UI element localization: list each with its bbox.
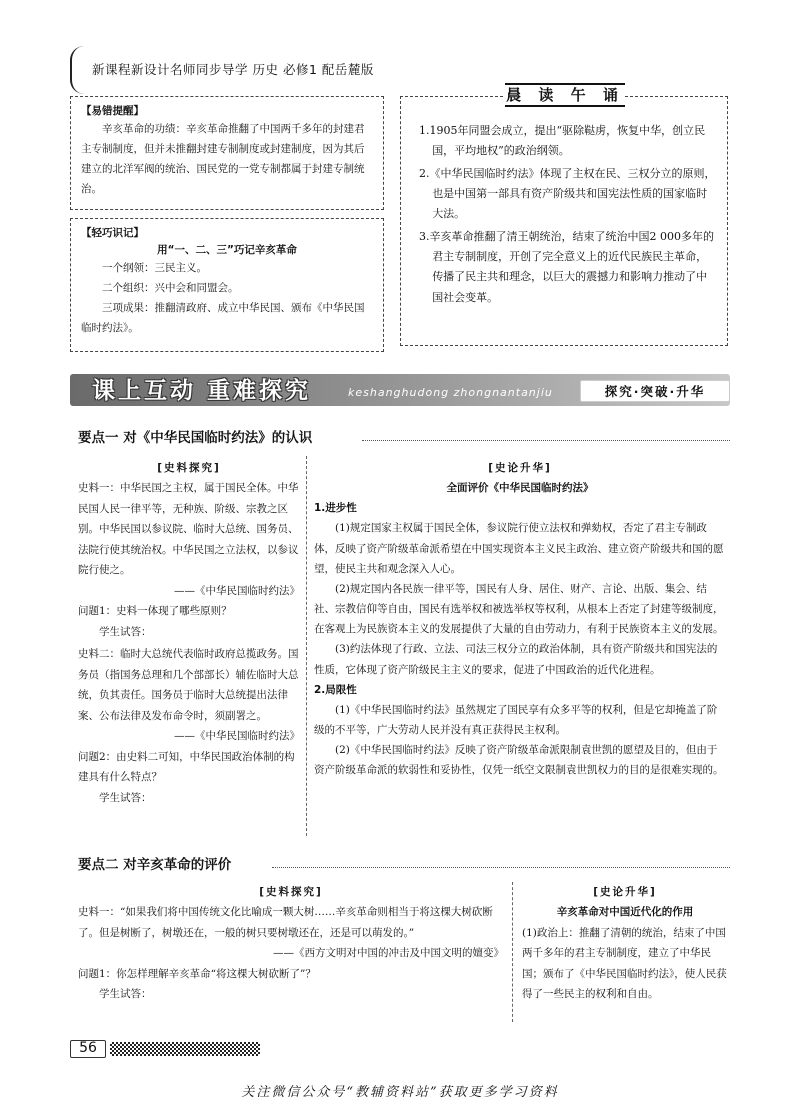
point1-limit-p1: (1)《中华民国临时约法》虽然规定了国民享有众多平等的权利，但是它却掩盖了阶级的不平等，广大劳动人民并没有真正获得民主权利。 xyxy=(314,703,718,737)
point2-right-p1: (1)政治上：推翻了清朝的统治，结束了中国两千多年的君主专制制度，建立了中华民国；颁布了《中华民国临时约法》，使人民获得了一些民主的权利和自由。 xyxy=(522,926,727,1001)
point2-left-bracket: [史料探究] xyxy=(259,886,323,898)
point1-question2: 问题2：由史料二可知，中华民国政治体制的构建具有什么特点？ xyxy=(78,750,295,784)
morning-reading-item: 1.1905年同盟会成立，提出“驱除鞑虏，恢复中华，创立民国，平均地权”的政治纲领。 xyxy=(419,124,706,158)
morning-reading-item: 3.辛亥革命推翻了清王朝统治，结束了统治中国2 000多年的君主专制制度，开创了完全意义上的近代民族民主革命，传播了民主共和理念，以巨大的震撼力和影响力推动了中国社会变革。 xyxy=(419,229,714,304)
point2-question1: 问题1：你怎样理解辛亥革命“将这棵大树砍断了”？ xyxy=(78,967,316,980)
point1-column-divider xyxy=(306,456,307,836)
point1-cite1: ——《中华民国临时约法》 xyxy=(174,584,300,597)
point2-right-bracket: [史论升华] xyxy=(593,886,657,898)
point1-right-bracket: [史论升华] xyxy=(488,462,552,474)
page-number: 56 xyxy=(70,1040,106,1058)
point1-source2: 史料二：临时大总统代表临时政府总揽政务。国务员（指国务总理和几个部部长）辅佐临时大总统，负其责任。国务员于临时大总统提出法律案、公布法律及发布命令时，须副署之。 xyxy=(78,648,299,722)
footer-note: 关注微信公众号“教辅资料站”获取更多学习资料 xyxy=(241,1085,559,1100)
point1-progress-heading: 1.进步性 xyxy=(314,502,357,515)
point2-right-column xyxy=(522,882,728,1005)
point2-heading-rule xyxy=(272,867,730,868)
header-bracket-decoration xyxy=(70,46,84,94)
point2-right-subtitle: 辛亥革命对中国近代化的作用 xyxy=(556,906,694,919)
memory-tip-line2: 二个组织：兴中会和同盟会。 xyxy=(102,281,239,294)
point1-right-column xyxy=(314,458,726,781)
book-title: 新课程新设计名师同步导学 历史 必修1 配岳麓版 xyxy=(92,62,374,77)
memory-tip-line1: 一个纲领：三民主义。 xyxy=(102,262,207,274)
point1-progress-p2: (2)规定国内各民族一律平等，国民有人身、居住、财产、言论、出版、集会、结社、宗教信仰等自由，国民有选举权和被选举权等权利，从根本上否定了封建等级制度，在客观上为民族资本主义的发展提供了大量的自由劳动力，有利于民族资本主义的发展。 xyxy=(314,582,724,636)
error-prone-text: 辛亥革命的功绩：辛亥革命推翻了中国两千多年的封建君主专制制度，但并未推翻封建专制制度或封建制度，因为其后建立的北洋军阀的统治、国民党的一党专制都属于封建专制统治。 xyxy=(81,123,365,195)
morning-reading-box xyxy=(400,96,728,346)
point2-source1: 史料一：“如果我们将中国传统文化比喻成一颗大树……辛亥革命则相当于将这棵大树砍断了。但是树断了，树墩还在，一般的树只要树墩还在，还是可以萌发的。” xyxy=(78,906,493,939)
memory-tip-line3: 三项成果：推翻清政府、成立中华民国、颁布《中华民国临时约法》。 xyxy=(81,301,365,334)
point1-limit-p2: (2)《中华民国临时约法》反映了资产阶级革命派限制袁世凯的愿望及目的，但由于资产阶级革命派的软弱性和妥协性，仅凭一纸空文限制袁世凯权力的目的是很难实现的。 xyxy=(314,744,724,777)
page-number-pattern xyxy=(110,1042,260,1056)
memory-tip-box xyxy=(70,218,384,352)
morning-reading-title: 晨 读 午 诵 xyxy=(505,83,625,107)
point1-left-column xyxy=(78,458,300,808)
banner-tag: 探究·突破·升华 xyxy=(580,380,730,402)
error-prone-box xyxy=(70,96,384,210)
banner-title: 课上互动 重难探究 xyxy=(92,378,312,404)
point2-column-divider xyxy=(512,882,513,1022)
error-prone-title: 【易错提醒】 xyxy=(81,105,144,117)
point2-cite1: ——《西方文明对中国的冲击及中国文明的嬗变》 xyxy=(273,947,504,960)
banner-pinyin: keshanghudong zhongnantanjiu xyxy=(348,386,553,399)
point2-left-column xyxy=(78,882,504,1005)
point1-progress-p1: (1)规定国家主权属于国民全体，参议院行使立法权和弹劾权，否定了君主专制政体，反映了资产阶级革命派希望在中国实现资本主义民主政治、建立资产阶级共和国的愿望，使民主共和观念深入人心。 xyxy=(314,522,724,575)
point1-limit-heading: 2.局限性 xyxy=(314,683,357,696)
point1-progress-p3: (3)约法体现了行政、立法、司法三权分立的政治体制，具有资产阶级共和国宪法的性质，它体现了资产阶级民主主义的要求，促进了中国政治的近代化进程。 xyxy=(314,643,718,676)
morning-reading-list xyxy=(419,121,717,308)
point1-heading: 要点一 对《中华民国临时约法》的认识 xyxy=(78,430,313,446)
point1-cite2: ——《中华民国临时约法》 xyxy=(174,730,300,743)
morning-reading-item: 2.《中华民国临时约法》体现了主权在民、三权分立的原则，也是中国第一部具有资产阶级共和国宪法性质的国家临时大法。 xyxy=(419,166,716,221)
point1-try1: 学生试答： xyxy=(99,625,152,638)
memory-tip-title: 【轻巧识记】 xyxy=(81,227,144,239)
memory-tip-subtitle: 用“一、二、三”巧记辛亥革命 xyxy=(157,244,297,256)
point2-heading: 要点二 对辛亥革命的评价 xyxy=(78,857,232,873)
point1-right-subtitle: 全面评价《中华民国临时约法》 xyxy=(446,482,594,495)
point2-try1: 学生试答： xyxy=(99,988,152,1001)
point1-try2: 学生试答： xyxy=(99,791,152,804)
point1-source1: 史料一：中华民国之主权，属于国民全体。中华民国人民一律平等，无种族、阶级、宗教之区别。中华民国以参议院、临时大总统、国务员、法院行使其统治权。中华民国之立法权，以参议院行使之。 xyxy=(78,482,299,577)
point1-left-bracket: [史料探究] xyxy=(157,462,221,474)
point1-heading-rule xyxy=(362,440,730,441)
point1-question1: 问题1：史料一体现了哪些原则？ xyxy=(78,605,232,618)
